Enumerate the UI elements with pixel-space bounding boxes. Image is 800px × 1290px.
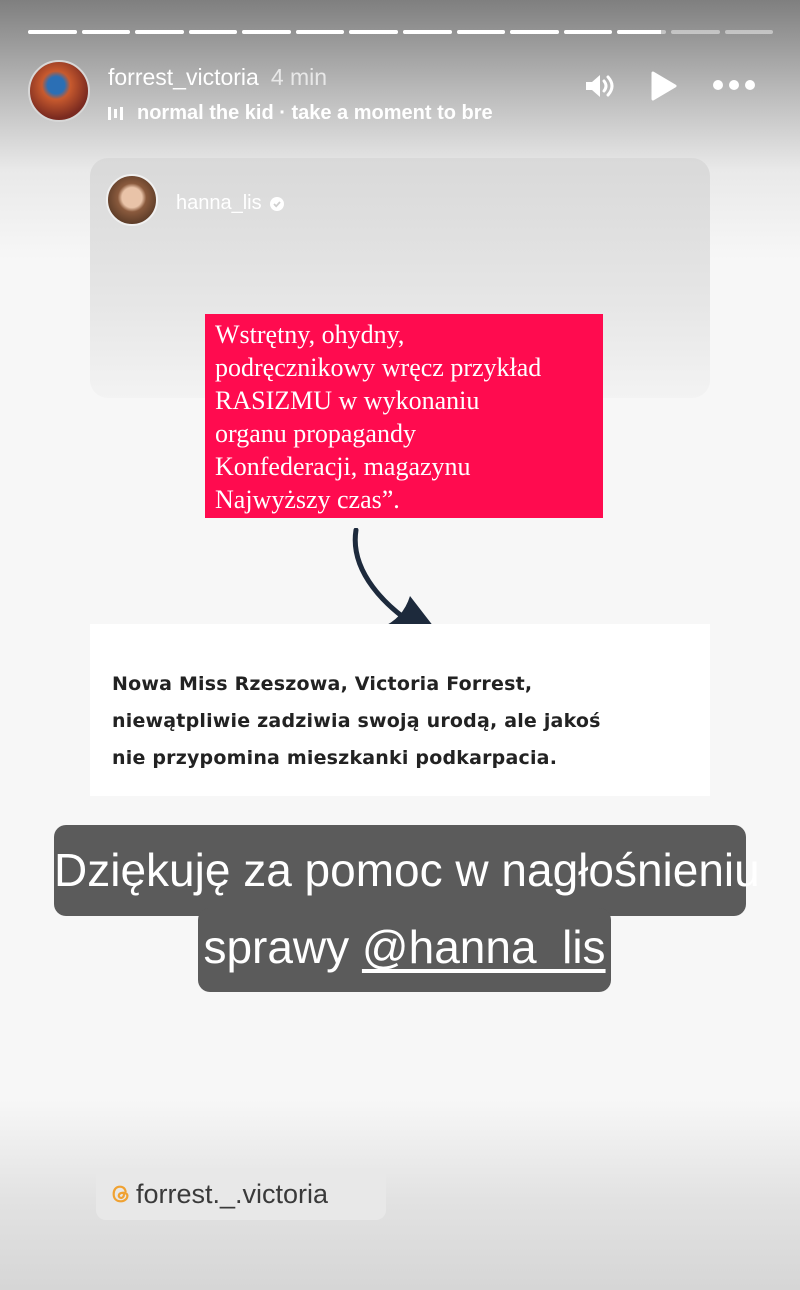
story-header [28,58,772,128]
progress-segment [189,30,238,34]
post-author-avatar[interactable] [106,174,158,226]
story-progress-bar [28,30,773,34]
play-icon [648,70,678,102]
progress-segment [457,30,506,34]
mention-link[interactable]: @hanna_lis [361,921,606,973]
caption-prefix: sprawy [203,921,362,973]
threads-username[interactable]: forrest._.victoria [136,1178,329,1209]
verified-badge-icon [270,197,284,211]
more-options-button[interactable] [712,78,756,92]
music-track[interactable] [108,102,493,125]
threads-icon [110,1183,132,1205]
progress-segment [135,30,184,34]
username[interactable]: forrest_victoria [108,64,259,90]
caption-line-1: Dziękuję za pomoc w nagłośnieniu [54,825,746,916]
volume-button[interactable] [583,70,615,102]
progress-segment [617,30,666,34]
quote-text: Wstrętny, ohydny, podręcznikowy wręcz przykład RASIZMU w wykonaniu organu propagandy Konfederacji, magazynu Najwyższy czas”. [215,320,542,514]
progress-segment [725,30,774,34]
progress-segment [296,30,345,34]
story-author[interactable] [108,64,327,91]
progress-segment [403,30,452,34]
music-label: normal the kid · take a moment to bre [137,102,493,124]
speaker-icon [583,70,615,102]
progress-segment [349,30,398,34]
caption-line-2 [198,908,611,992]
article-text: Nowa Miss Rzeszowa, Victoria Forrest, niewątpliwie zadziwia swoją urodą, ale jakoś nie przypomina mieszkanki podkarpacia. [112,673,601,769]
quote-box [205,314,603,518]
progress-segment [82,30,131,34]
play-button[interactable] [648,70,678,102]
post-author[interactable] [176,192,284,215]
progress-segment [671,30,720,34]
more-dots-icon [712,78,756,92]
progress-segment [564,30,613,34]
progress-segment [510,30,559,34]
avatar[interactable] [28,60,90,122]
post-username[interactable]: hanna_lis [176,192,262,214]
post-time: 4 min [270,64,328,90]
progress-segment [28,30,77,34]
article-snippet [90,624,710,796]
music-bars-icon [108,107,123,120]
progress-segment [242,30,291,34]
threads-tag[interactable] [96,1168,386,1220]
